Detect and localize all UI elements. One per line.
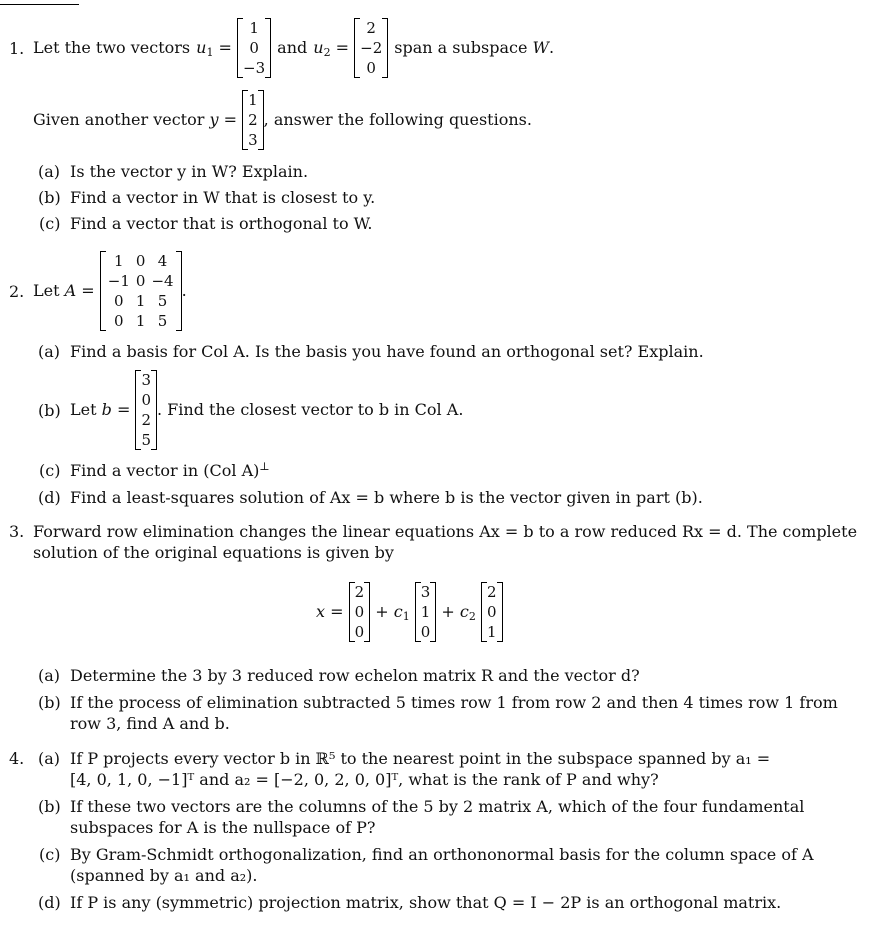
problem-number: 2. <box>9 282 25 301</box>
problem-3-line1: Forward row elimination changes the linear equations Ax = b to a row reduced Rx = d. The complete <box>33 522 858 541</box>
part-text: [4, 0, 1, 0, −1]ᵀ and a₂ = [−2, 0, 2, 0, 0]ᵀ, what is the rank of P and why? <box>70 770 659 789</box>
part-label: (a) <box>38 666 61 685</box>
part-label: (b) <box>38 693 61 712</box>
part-text: Determine the 3 by 3 reduced row echelon matrix R and the vector d? <box>70 666 640 685</box>
vector-y: 1 2 3 <box>242 90 264 150</box>
part-text: Find a least-squares solution of Ax = b where b is the vector given in part (b). <box>70 488 703 507</box>
part-label: (b) <box>38 401 61 420</box>
part-2b: Let b = 3 0 2 5 . Find the closest vector to b in Col A. <box>70 371 464 449</box>
vector-special-1: 3 1 0 <box>415 582 437 642</box>
vector-u2: 2 −2 0 <box>354 18 388 78</box>
part-label: (a) <box>38 342 61 361</box>
part-label: (b) <box>38 797 61 816</box>
problem-number: 3. <box>9 522 25 541</box>
part-text: (spanned by a₁ and a₂). <box>70 866 258 885</box>
problem-number: 4. <box>9 749 25 768</box>
vector-particular: 2 0 0 <box>349 582 371 642</box>
part-text: If P projects every vector b in ℝ⁵ to the nearest point in the subspace spanned by a₁ = <box>70 749 771 768</box>
part-text: Find a basis for Col A. Is the basis you have found an orthogonal set? Explain. <box>70 342 704 361</box>
part-label: (c) <box>39 214 61 233</box>
vector-special-2: 2 0 1 <box>481 582 503 642</box>
part-label: (a) <box>38 749 61 768</box>
part-label: (a) <box>38 162 61 181</box>
problem-number: 1. <box>9 39 25 58</box>
vector-u1: 1 0 −3 <box>237 18 271 78</box>
part-text: subspaces for A is the nullspace of P? <box>70 818 376 837</box>
part-text: Is the vector y in W? Explain. <box>70 162 309 181</box>
problem-3-line2: solution of the original equations is given by <box>33 543 394 562</box>
matrix-A: 1 0 4 −1 0 −4 0 1 5 0 1 5 <box>100 251 182 331</box>
top-rule <box>0 4 79 5</box>
part-text: Find a vector that is orthogonal to W. <box>70 214 373 233</box>
part-text: row 3, find A and b. <box>70 714 230 733</box>
part-label: (c) <box>39 845 61 864</box>
part-text: If P is any (symmetric) projection matrix, show that Q = I − 2P is an orthogonal matrix. <box>70 893 782 912</box>
part-text: Find a vector in W that is closest to y. <box>70 188 376 207</box>
solution-equation: x = 2 0 0 + $c_1$ 3 1 0 + $c_2$ 2 0 1 <box>316 580 503 644</box>
part-text: Find a vector in (Col A)⊥ <box>70 460 270 480</box>
vector-b: 3 0 2 5 <box>135 370 157 450</box>
part-text: By Gram-Schmidt orthogonalization, find an orthononormal basis for the column space of A <box>70 845 814 864</box>
part-label: (c) <box>39 461 61 480</box>
part-text: If these two vectors are the columns of the 5 by 2 matrix A, which of the four fundamental <box>70 797 805 816</box>
part-label: (b) <box>38 188 61 207</box>
problem-2-statement: Let A = 1 0 4 −1 0 −4 0 1 5 0 1 5 . <box>33 252 187 330</box>
part-label: (d) <box>38 893 61 912</box>
problem-1-given: Given another vector y = 1 2 3 , answer the following questions. <box>33 91 532 149</box>
problem-1-statement: Let the two vectors $u_1$ = 1 0 −3 and $u_2$ = 2 −2 0 span a subspace W . <box>33 19 555 77</box>
part-text: If the process of elimination subtracted 5 times row 1 from row 2 and then 4 times row 1 from <box>70 693 838 712</box>
part-label: (d) <box>38 488 61 507</box>
